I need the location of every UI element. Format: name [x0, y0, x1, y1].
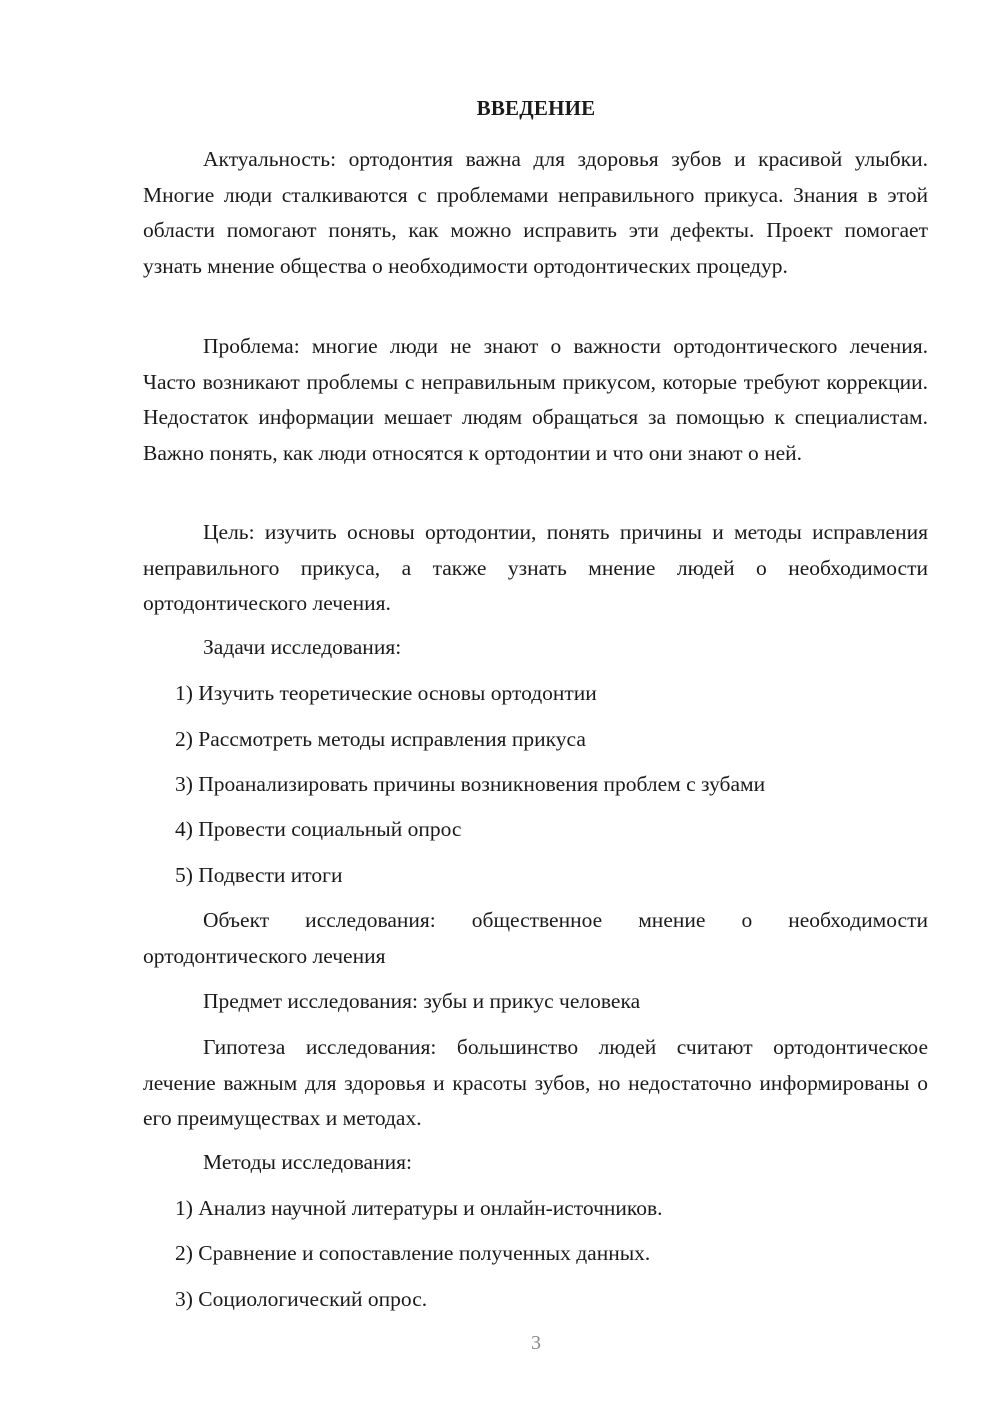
task-item: 3) Проанализировать причины возникновения проблем с зубами: [175, 772, 766, 796]
page-title: ВВЕДЕНИЕ: [476, 96, 596, 120]
task-item: 1) Изучить теоретические основы ортодонтии: [175, 681, 597, 705]
page-number: 3: [531, 1332, 541, 1354]
methods-label: Методы исследования:: [203, 1150, 412, 1174]
paragraph-relevance: Актуальность: ортодонтия важна для здоровья зубов и красивой улыбки. Многие люди сталкиваются с проблемами неправильного прикуса. Знания в этой области помогают понять, как можно исправить эти дефекты. Проект помогает узнать мнение общества о необходимости ортодонтических процедур.: [143, 147, 928, 278]
task-item: 5) Подвести итоги: [175, 863, 343, 887]
method-item: 3) Социологический опрос.: [175, 1287, 428, 1311]
paragraph-hypothesis: Гипотеза исследования: большинство людей считают ортодонтическое лечение важным для здоровья и красоты зубов, но недостаточно информированы о его преимуществах и методах.: [143, 1035, 928, 1130]
method-item: 1) Анализ научной литературы и онлайн-источников.: [175, 1196, 663, 1220]
paragraph-problem: Проблема: многие люди не знают о важности ортодонтического лечения. Часто возникают проблемы с неправильным прикусом, которые требуют коррекции. Недостаток информации мешает людям обращаться за помощью к специалистам. Важно понять, как люди относятся к ортодонтии и что они знают о ней.: [143, 334, 928, 465]
method-item: 2) Сравнение и сопоставление полученных данных.: [175, 1241, 651, 1265]
paragraph-goal: Цель: изучить основы ортодонтии, понять причины и методы исправления неправильного прикуса, а также узнать мнение людей о необходимости ортодонтического лечения.: [143, 520, 928, 615]
paragraph-object: Объект исследования: общественное мнение о необходимости ортодонтического лечения: [143, 908, 928, 968]
tasks-label: Задачи исследования:: [203, 635, 402, 659]
paragraph-subject: Предмет исследования: зубы и прикус человека: [203, 989, 641, 1013]
task-item: 2) Рассмотреть методы исправления прикуса: [175, 727, 586, 751]
task-item: 4) Провести социальный опрос: [175, 817, 462, 841]
